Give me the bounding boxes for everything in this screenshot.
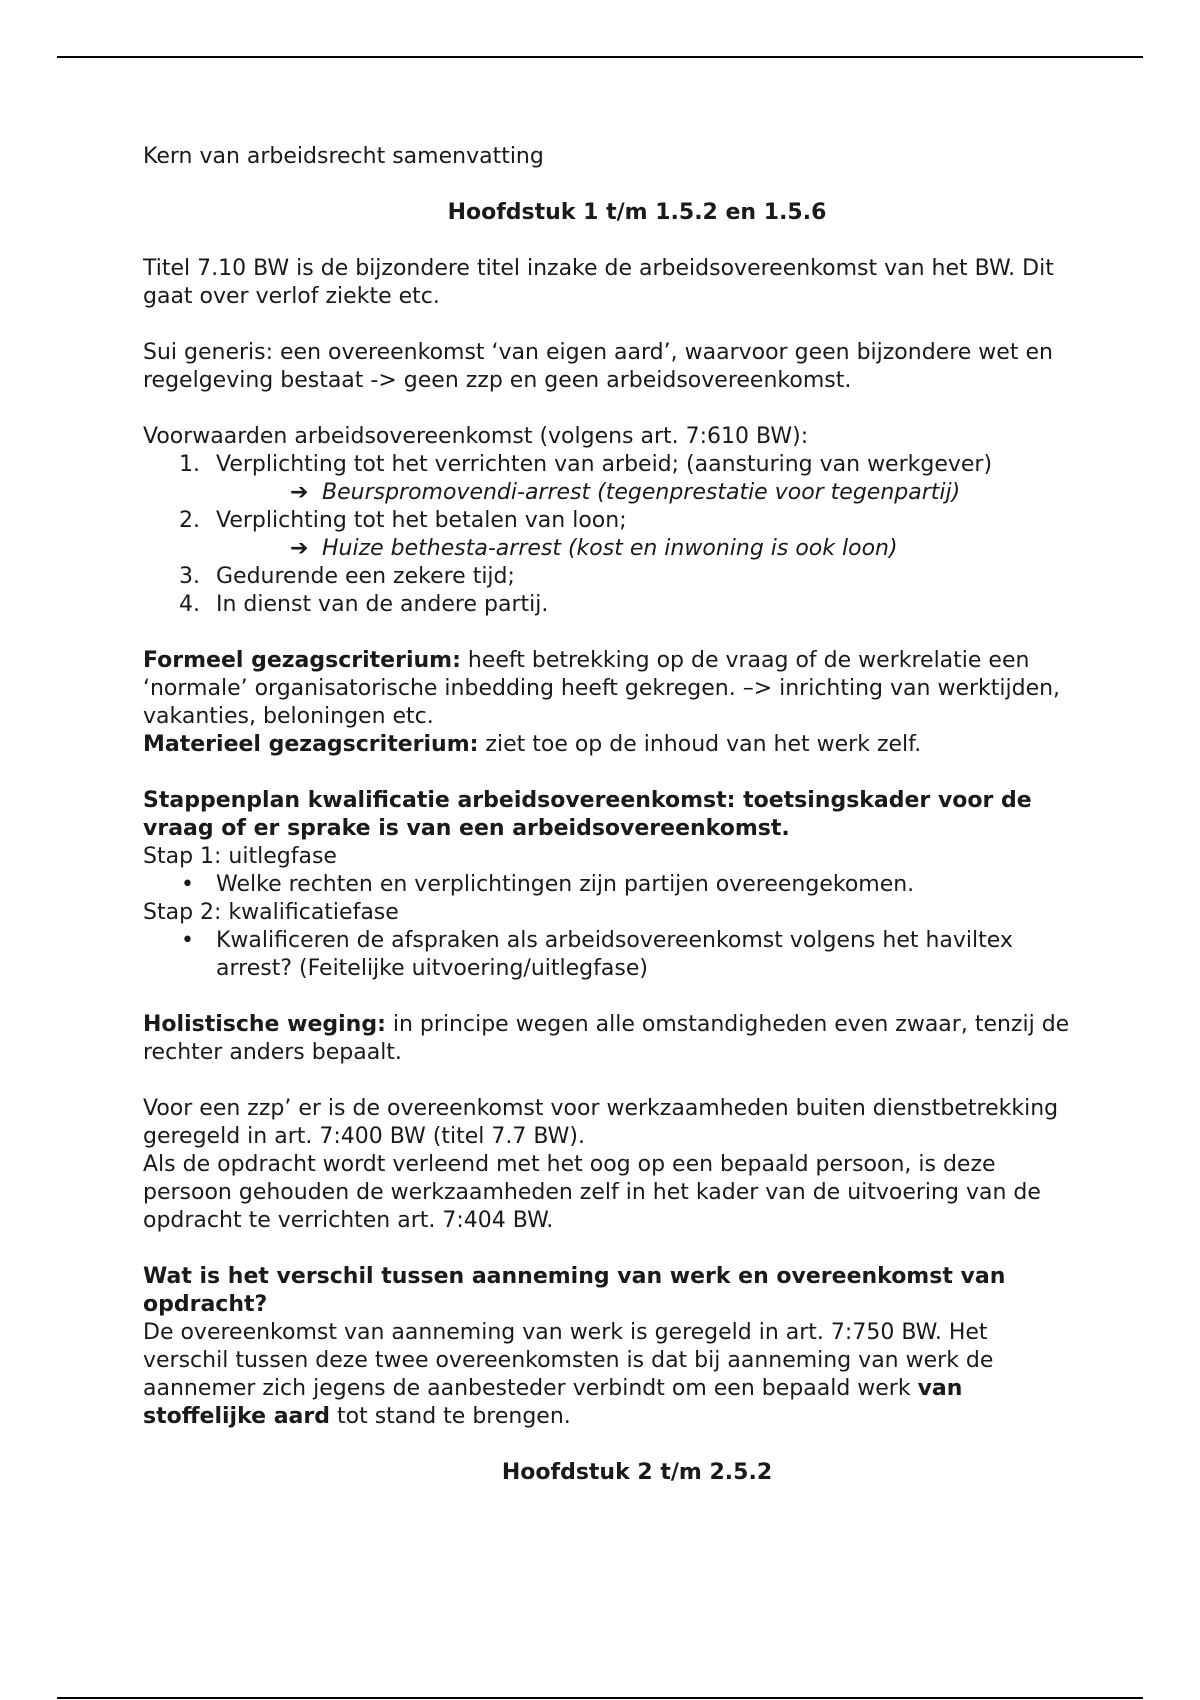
list-item — [143, 451, 1073, 479]
materieel-paragraph — [143, 731, 1073, 759]
stappenplan-heading-text: Stappenplan kwalificatie arbeidsovereenkomst: toetsingskader voor de vraag of er sprake is van een arbeidsovereenkomst. — [143, 788, 1032, 841]
list-item — [143, 871, 1073, 899]
sui-generis-paragraph: Sui generis: een overeenkomst ‘van eigen aard’, waarvoor geen bijzondere wet en regelgeving bestaat -> geen zzp en geen arbeidsovereenkomst. — [143, 340, 1053, 393]
arrow-note — [143, 535, 1073, 563]
stap2-list — [143, 927, 1073, 983]
conditions-list — [143, 451, 1073, 619]
list-number: 2. — [179, 508, 200, 533]
formeel-paragraph — [143, 647, 1073, 731]
list-item-text: Verplichting tot het verrichten van arbeid; (aansturing van werkgever) — [216, 452, 993, 477]
stap2-label: Stap 2: kwalificatiefase — [143, 900, 399, 925]
formeel-label: Formeel gezagscriterium: — [143, 648, 461, 673]
conditions-intro: Voorwaarden arbeidsovereenkomst (volgens art. 7:610 BW): — [143, 424, 809, 449]
holistische-label: Holistische weging: — [143, 1012, 386, 1037]
formeel-text: heeft betrekking op de vraag of de werkrelatie een ‘normale’ organisatorische inbedding heeft gekregen. –> inrichting van werktijden, vakanties, beloningen etc. — [143, 648, 1061, 729]
chapter-heading-2: Hoofdstuk 2 t/m 2.5.2 — [501, 1460, 773, 1485]
list-number: 4. — [179, 592, 200, 617]
stappenplan-heading — [143, 787, 1073, 843]
list-item-text: In dienst van de andere partij. — [216, 592, 549, 617]
arrow-note — [143, 479, 1073, 507]
verschil-heading — [143, 1263, 1073, 1319]
materieel-label: Materieel gezagscriterium: — [143, 732, 479, 757]
list-number: 3. — [179, 564, 200, 589]
stap1-label: Stap 1: uitlegfase — [143, 844, 337, 869]
zzp-paragraph: Voor een zzp’ er is de overeenkomst voor werkzaamheden buiten dienstbetrekking geregeld in art. 7:400 BW (titel 7.7 BW). — [143, 1096, 1059, 1149]
document-body — [143, 143, 1073, 1487]
bullet-icon: • — [181, 928, 194, 953]
header-rule — [57, 56, 1143, 58]
chapter-heading-1: Hoofdstuk 1 t/m 1.5.2 en 1.5.6 — [447, 200, 827, 225]
holistische-text: in principe wegen alle omstandigheden even zwaar, tenzij de rechter anders bepaalt. — [143, 1012, 1070, 1065]
arrow-right-icon: ➔ — [290, 536, 309, 561]
verschil-heading-text: Wat is het verschil tussen aanneming van werk en overeenkomst van opdracht? — [143, 1264, 1006, 1317]
footer-rule — [57, 1697, 1143, 1699]
materieel-text: ziet toe op de inhoud van het werk zelf. — [478, 732, 922, 757]
arrow-note-text: Beurspromovendi-arrest (tegenprestatie voor tegenpartij) — [322, 480, 961, 505]
list-item — [143, 927, 1073, 983]
stap1-list — [143, 871, 1073, 899]
verschil-bold: van stoffelijke aard — [143, 1376, 963, 1429]
verschil-paragraph — [143, 1319, 1073, 1431]
list-item-text: Welke rechten en verplichtingen zijn partijen overeengekomen. — [216, 872, 915, 897]
bullet-icon: • — [181, 872, 194, 897]
verschil-text-1: De overeenkomst van aanneming van werk is geregeld in art. 7:750 BW. Het verschil tussen deze twee overeenkomsten is dat bij aanneming van werk de aannemer zich jegens de aanbesteder verbindt om een bepaald werk — [143, 1320, 994, 1401]
list-item — [143, 563, 1073, 591]
list-number: 1. — [179, 452, 200, 477]
list-item — [143, 507, 1073, 535]
list-item — [143, 591, 1073, 619]
verschil-text-2: tot stand te brengen. — [330, 1404, 571, 1429]
document-title: Kern van arbeidsrecht samenvatting — [143, 144, 544, 169]
arrow-note-text: Huize bethesta-arrest (kost en inwoning is ook loon) — [322, 536, 898, 561]
holistische-paragraph — [143, 1011, 1073, 1067]
list-item-text: Verplichting tot het betalen van loon; — [216, 508, 627, 533]
arrow-right-icon: ➔ — [290, 480, 309, 505]
titel-paragraph: Titel 7.10 BW is de bijzondere titel inzake de arbeidsovereenkomst van het BW. Dit gaat over verlof ziekte etc. — [143, 256, 1054, 309]
opdracht-paragraph: Als de opdracht wordt verleend met het oog op een bepaald persoon, is deze persoon gehouden de werkzaamheden zelf in het kader van de uitvoering van de opdracht te verrichten art. 7:404 BW. — [143, 1152, 1041, 1233]
list-item-text: Gedurende een zekere tijd; — [216, 564, 515, 589]
list-item-text: Kwalificeren de afspraken als arbeidsovereenkomst volgens het haviltex arrest? (Feitelijke uitvoering/uitlegfase) — [216, 928, 1013, 981]
